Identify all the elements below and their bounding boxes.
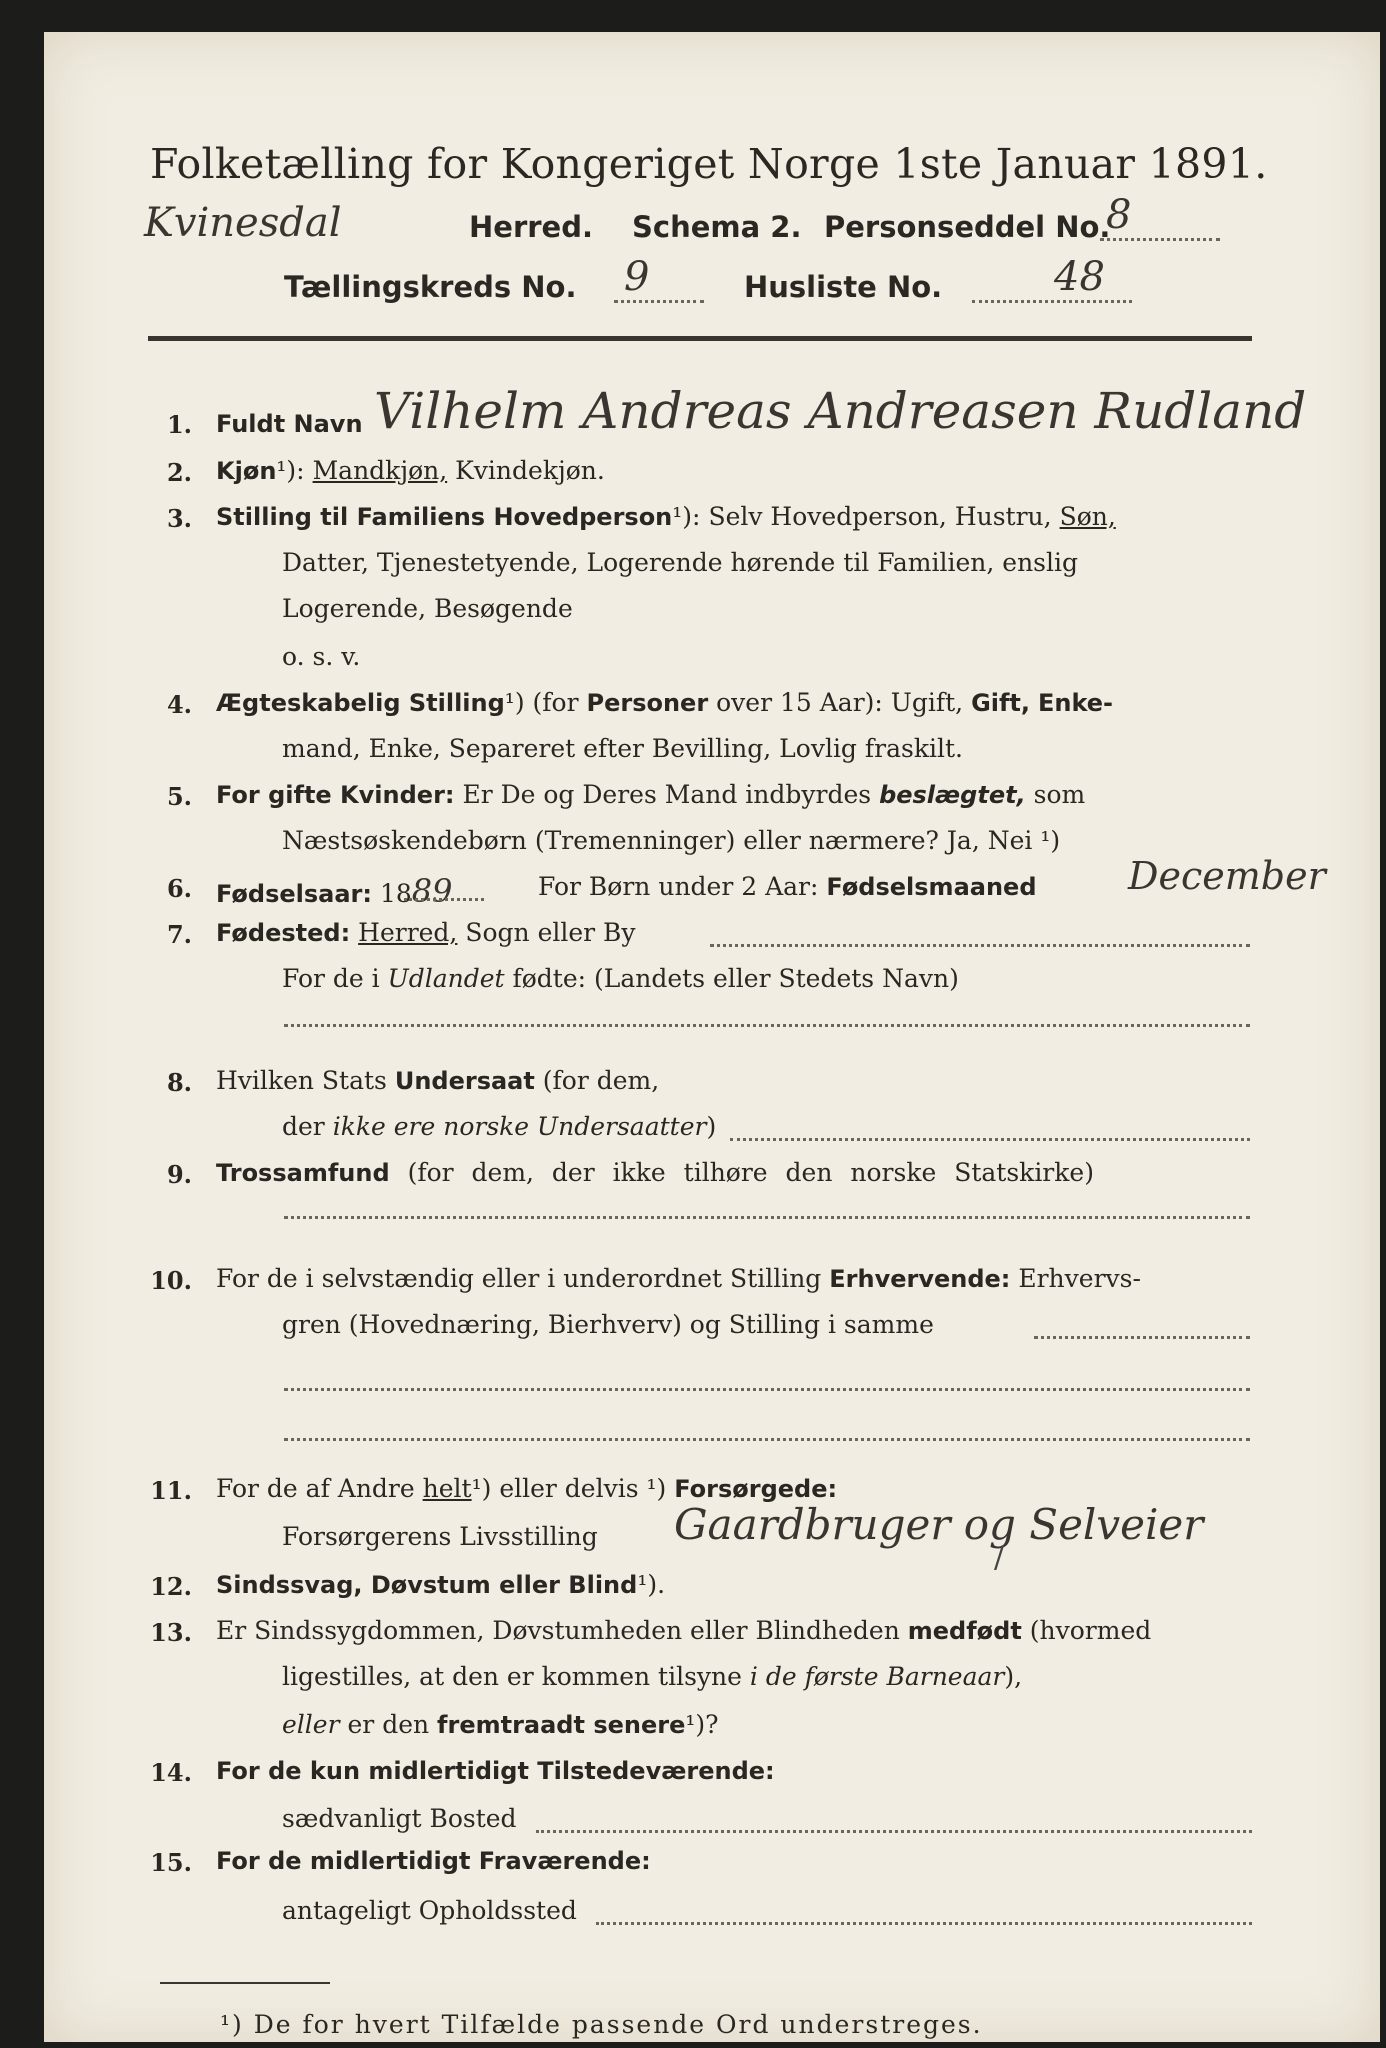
schema-label: Schema 2. (632, 210, 802, 244)
q2-label: Kjøn (216, 457, 277, 485)
q4-line1 (216, 688, 1113, 717)
q9-number: 9. (166, 1160, 192, 1189)
q13-line2-a: ligestilles, at den er kommen tilsyne (282, 1662, 742, 1691)
q11-number: 11. (150, 1476, 192, 1505)
q12-sup: ¹). (637, 1570, 666, 1599)
q14-number: 14. (150, 1758, 192, 1787)
q10-line1-b: Erhvervs- (1018, 1264, 1141, 1293)
q13-line3-italic: eller (282, 1710, 340, 1739)
q3-number: 3. (166, 504, 192, 533)
q13-line1-a: Er Sindssygdommen, Døvstumheden eller Blindheden (216, 1616, 900, 1645)
q5-label: For gifte Kvinder: (216, 781, 455, 809)
q6-mid-line (538, 872, 1037, 901)
husliste-label: Husliste No. (744, 270, 943, 304)
herred-label: Herred. (469, 210, 593, 244)
q13-line3 (282, 1710, 719, 1739)
q3-label: Stilling til Familiens Hovedperson (216, 503, 673, 531)
q2-line (216, 456, 605, 485)
husliste-no: 48 (1054, 254, 1105, 300)
kreds-no: 9 (624, 254, 650, 300)
q10-line1-a: For de i selvstændig eller i underordnet Stilling (216, 1264, 822, 1293)
q8-undersaat: Undersaat (394, 1067, 535, 1095)
q7-label: Fødested: (216, 919, 351, 947)
q4-line1-rest: over 15 Aar): Ugift, (716, 688, 964, 717)
header-rule (148, 336, 1252, 341)
q4-line2: mand, Enke, Separeret efter Bevilling, Lovlig fraskilt. (282, 734, 963, 763)
q14-label: For de kun midlertidigt Tilstedeværende: (216, 1757, 775, 1785)
q2-number: 2. (166, 458, 192, 487)
q5-beslaegtet: beslægtet, (879, 781, 1026, 809)
q11-line1-b: ¹) eller delvis ¹) (471, 1474, 667, 1503)
q11-answer-mark: / (994, 1540, 1005, 1575)
q13-line2-italic: i de første Barneaar (749, 1662, 1005, 1691)
q6-year-dots (404, 898, 484, 901)
q6-mid: For Børn under 2 Aar: (538, 872, 819, 901)
q7-rest: Sogn eller By (465, 918, 636, 947)
q7-dots-2 (284, 1024, 1250, 1027)
q7-line2 (282, 964, 959, 993)
q8-line1 (216, 1066, 659, 1095)
q1-answer: Vilhelm Andreas Andreasen Rudland (374, 382, 1307, 440)
q14-dots (536, 1830, 1252, 1833)
q6-label: Fødselsaar: (216, 880, 372, 908)
q4-gift: Gift, (971, 689, 1031, 717)
q7-line2-a: For de i (282, 964, 380, 993)
q13-line1-b: (hvormed (1029, 1616, 1152, 1645)
footnote-rule (160, 1982, 330, 1984)
q5-line1-rest: Er De og Deres Mand indbyrdes (462, 780, 872, 809)
q7-dots-1 (710, 944, 1250, 947)
q7-line1 (216, 918, 636, 947)
q9-rest: (for dem, der ikke tilhøre den norske Statskirke) (407, 1158, 1094, 1187)
q7-udlandet: Udlandet (387, 964, 505, 993)
q15-dots (596, 1922, 1252, 1925)
q8-line1-b: (for dem, (542, 1066, 660, 1095)
q8-line2-italic: ikke ere norske Undersaatter (332, 1112, 707, 1141)
q3-sup: ¹): (672, 502, 701, 531)
q6-maaned-handwritten: December (1128, 854, 1326, 898)
q6-maaned-label: Fødselsmaaned (826, 873, 1037, 901)
q6-year-prefix: 18 (379, 879, 412, 908)
footnote: ¹) De for hvert Tilfælde passende Ord understreges. (220, 2010, 983, 2039)
kreds-dots (614, 300, 704, 303)
q4-label: Ægteskabelig Stilling (216, 689, 505, 717)
personseddel-no: 8 (1106, 192, 1132, 238)
q7-herred: Herred, (358, 918, 458, 947)
q15-number: 15. (150, 1848, 192, 1877)
q1-number: 1. (166, 410, 192, 439)
q13-line3-a: er den (347, 1710, 430, 1739)
q15-line2: antageligt Opholdssted (282, 1896, 577, 1925)
q5-line2: Næstsøskendebørn (Tremenninger) eller nærmere? Ja, Nei ¹) (282, 826, 1061, 855)
q15-label: For de midlertidigt Fraværende: (216, 1847, 651, 1875)
q10-dots-1 (1034, 1336, 1250, 1339)
q3-line4: o. s. v. (282, 642, 361, 671)
page-title: Folketælling for Kongeriget Norge 1ste Januar 1891. (150, 140, 1268, 188)
q15-line1 (216, 1846, 651, 1875)
q3-line3: Logerende, Besøgende (282, 594, 573, 623)
q5-line1 (216, 780, 1085, 809)
herred-name: Kvinesdal (144, 200, 342, 246)
q12-label: Sindssvag, Døvstum eller Blind (216, 1571, 638, 1599)
q13-line1 (216, 1616, 1151, 1645)
q3-line1-rest: Selv Hovedperson, Hustru, (708, 502, 1052, 531)
q8-line2-b: ) (706, 1112, 717, 1141)
q10-dots-2 (284, 1388, 1250, 1391)
q1-label: Fuldt Navn (216, 410, 363, 438)
q4-personer: Personer (586, 689, 709, 717)
q6-line (216, 872, 452, 910)
q7-number: 7. (166, 920, 192, 949)
q8-dots (730, 1138, 1250, 1141)
q13-medfodt: medfødt (907, 1617, 1022, 1645)
q9-label: Trossamfund (216, 1159, 390, 1187)
q7-line2-b: fødte: (Landets eller Stedets Navn) (512, 964, 959, 993)
q8-line2-a: der (282, 1112, 325, 1141)
q10-line1 (216, 1264, 1141, 1293)
q8-number: 8. (166, 1068, 192, 1097)
q4-number: 4. (166, 690, 192, 719)
q11-helt: helt (422, 1474, 472, 1503)
q8-line2 (282, 1112, 716, 1141)
q11-line2: Forsørgerens Livsstilling (282, 1522, 598, 1551)
kreds-label: Tællingskreds No. (284, 270, 577, 304)
q13-line2 (282, 1662, 1022, 1691)
q13-fremtraadt: fremtraadt senere (437, 1711, 686, 1739)
q6-year-handwritten: 89 (411, 872, 453, 910)
q2-sup: ¹): (276, 456, 305, 485)
q14-line1 (216, 1756, 775, 1785)
q3-line2: Datter, Tjenestetyende, Logerende hørende til Familien, enslig (282, 548, 1079, 577)
q11-answer: Gaardbruger og Selveier (674, 1500, 1204, 1549)
census-form (44, 32, 1380, 2042)
q4-line1-mid: ¹) (for (504, 688, 579, 717)
q4-enke: Enke- (1037, 689, 1114, 717)
personseddel-dots (1100, 238, 1220, 241)
q2-option-kvindekjon: Kvindekjøn. (455, 456, 605, 485)
q10-line2: gren (Hovednæring, Bierhverv) og Stilling i samme (282, 1310, 934, 1339)
q12-line (216, 1570, 665, 1599)
q2-option-mandkjon: Mandkjøn, (312, 456, 448, 485)
q13-line3-b: ¹)? (685, 1710, 719, 1739)
q5-number: 5. (166, 782, 192, 811)
q14-line2: sædvanligt Bosted (282, 1804, 517, 1833)
q10-dots-3 (284, 1438, 1250, 1441)
personseddel-label: Personseddel No. (824, 210, 1111, 244)
q13-line2-b: ), (1004, 1662, 1023, 1691)
q11-forsorgede: Forsørgede: (674, 1475, 838, 1503)
q10-number: 10. (150, 1266, 192, 1295)
q6-number: 6. (166, 874, 192, 903)
q5-som: som (1033, 780, 1086, 809)
q10-erhvervende: Erhvervende: (829, 1265, 1011, 1293)
q11-line1 (216, 1474, 837, 1503)
q8-line1-a: Hvilken Stats (216, 1066, 387, 1095)
q9-dots (284, 1216, 1250, 1219)
q3-line1 (216, 502, 1116, 531)
husliste-dots (972, 300, 1132, 303)
q11-line1-a: For de af Andre (216, 1474, 415, 1503)
q13-number: 13. (150, 1618, 192, 1647)
q3-option-son: Søn, (1059, 502, 1116, 531)
q9-line (216, 1158, 1094, 1187)
q12-number: 12. (150, 1572, 192, 1601)
